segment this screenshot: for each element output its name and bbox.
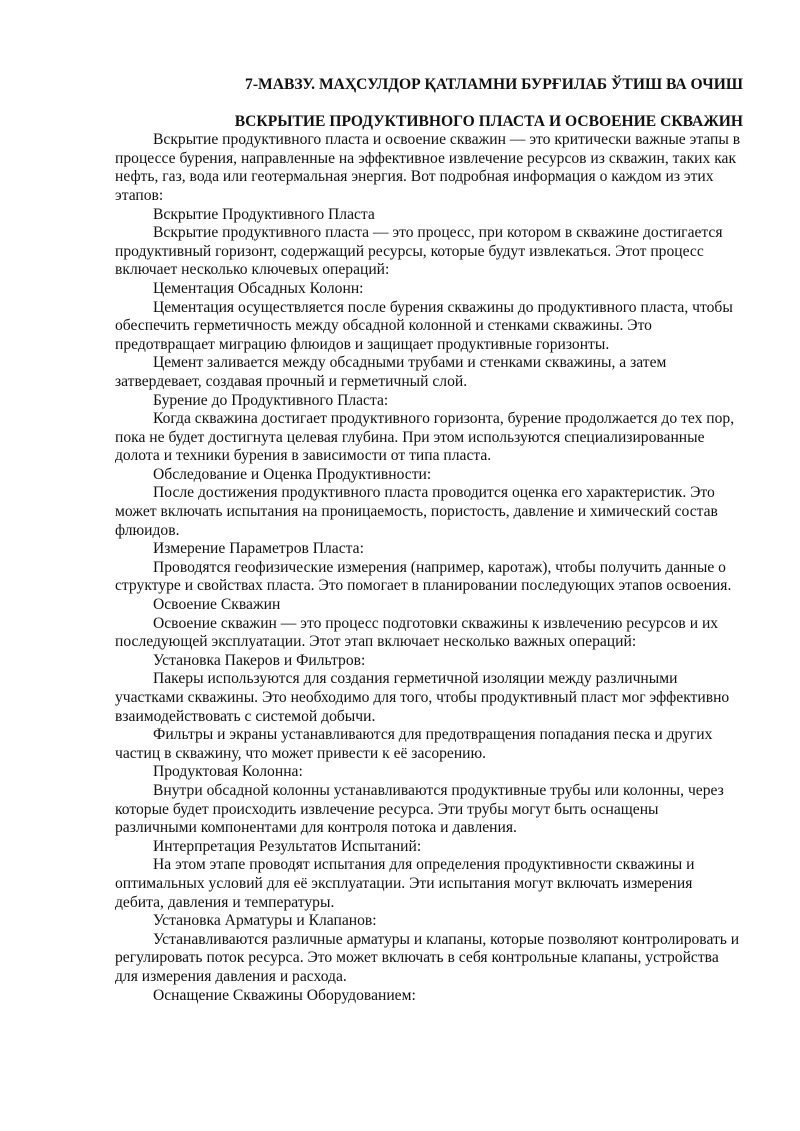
heading-tests: Интерпретация Результатов Испытаний: <box>153 837 422 855</box>
document-title: 7-МАВЗУ. МАҲСУЛДОР ҚАТЛАМНИ БУРҒИЛАБ ЎТИШ ВА ОЧИШ <box>245 76 743 93</box>
paragraph-intro: Вскрытие продуктивного пласта и освоение скважин — это критически важные этапы в процессе бурения, направленные на эффективное извлечение ресурсов из скважин, таких как нефть, газ, вода или геотермальная энергия. Вот подробная информация о каждом из этих этапов: <box>115 131 741 204</box>
paragraph-cementation-1: Цементация осуществляется после бурения скважины до продуктивного пласта, чтобы обеспечить герметичность между обсадной колонной и стенками скважины. Это предотвращает миграцию флюидов и защищает продуктивные горизонты. <box>115 298 733 353</box>
heading-vskrytie: Вскрытие Продуктивного Пласта <box>153 205 375 223</box>
document-page <box>115 76 743 1005</box>
heading-drilling: Бурение до Продуктивного Пласта: <box>153 391 389 409</box>
heading-packers: Установка Пакеров и Фильтров: <box>153 651 366 669</box>
heading-osvoenie: Освоение Скважин <box>153 596 281 614</box>
paragraph-cementation-2: Цемент заливается между обсадными трубами и стенками скважины, а затем затвердевает, создавая прочный и герметичный слой. <box>115 354 667 390</box>
paragraph-drilling: Когда скважина достигает продуктивного горизонта, бурение продолжается до тех пор, пока не будет достигнута целевая глубина. При этом используются специализированные долота и техники бурения в зависимости от типа пласта. <box>115 410 735 465</box>
heading-evaluation: Обследование и Оценка Продуктивности: <box>153 465 432 483</box>
heading-equipment: Оснащение Скважины Оборудованием: <box>153 986 416 1004</box>
paragraph-tests: На этом этапе проводят испытания для определения продуктивности скважины и оптимальных условий для её эксплуатации. Эти испытания могут включать измерения дебита, давления и температуры. <box>115 856 695 911</box>
paragraph-evaluation: После достижения продуктивного пласта проводится оценка его характеристик. Это может включать испытания на проницаемость, пористость, давление и химический состав флюидов. <box>115 484 718 539</box>
heading-valves: Установка Арматуры и Клапанов: <box>153 912 377 930</box>
heading-production-string: Продуктовая Колонна: <box>153 763 303 781</box>
paragraph-packers-2: Фильтры и экраны устанавливаются для предотвращения попадания песка и других частиц в скважину, что может привести к её засорению. <box>115 726 713 762</box>
paragraph-valves: Устанавливаются различные арматуры и клапаны, которые позволяют контролировать и регулировать поток ресурса. Это может включать в себя контрольные клапаны, устройства для измерения давления и расхода. <box>115 930 740 985</box>
paragraph-measurement: Проводятся геофизические измерения (например, каротаж), чтобы получить данные о структуре и свойствах пласта. Это помогает в планировании последующих этапов освоения. <box>115 558 732 595</box>
document-subtitle: ВСКРЫТИЕ ПРОДУКТИВНОГО ПЛАСТА И ОСВОЕНИЕ СКВАЖИН <box>234 112 743 130</box>
paragraph-production-string: Внутри обсадной колонны устанавливаются продуктивные трубы или колонны, через которые будет происходить извлечение ресурса. Эти трубы могут быть оснащены различными компонентами для контроля потока и давления. <box>115 781 724 837</box>
heading-cementation: Цементация Обсадных Колонн: <box>153 279 364 297</box>
paragraph-packers-1: Пакеры используются для создания герметичной изоляции между различными участками скважины. Это необходимо для того, чтобы продуктивный пласт мог эффективно взаимодействовать с системой добычи. <box>115 670 730 725</box>
paragraph-vskrytie: Вскрытие продуктивного пласта — это процесс, при котором в скважине достигается продуктивный горизонт, содержащий ресурсы, которые будут извлекаться. Этот процесс включает несколько ключевых операций: <box>115 224 723 279</box>
heading-measurement: Измерение Параметров Пласта: <box>153 540 364 558</box>
paragraph-osvoenie: Освоение скважин — это процесс подготовки скважины к извлечению ресурсов и их последующей эксплуатации. Этот этап включает несколько важных операций: <box>115 614 719 651</box>
